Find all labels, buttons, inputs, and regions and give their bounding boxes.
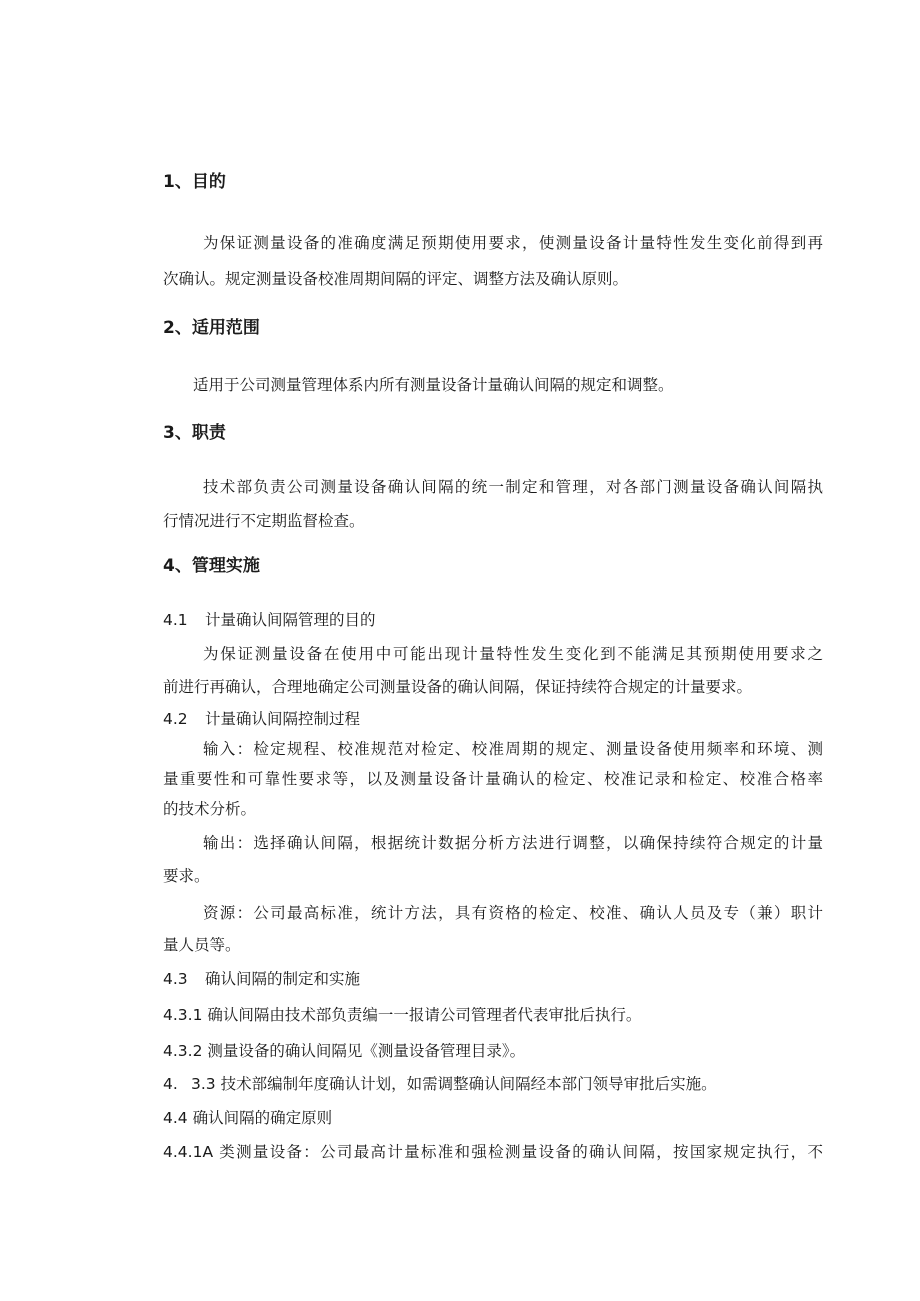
section-2-para-line1: 适用于公司测量管理体系内所有测量设备计量确认间隔的规定和调整。: [193, 376, 674, 394]
s43-item3-text: 3.3 技术部编制年度确认计划，如需调整确认间隔经本部门领导审批后实施。: [191, 1075, 717, 1093]
s43-item1: 4.3.1 确认间隔由技术部负责编一一报请公司管理者代表审批后执行。: [163, 1006, 642, 1024]
s42-output-line1: 输出：选择确认间隔，根据统计数据分析方法进行调整，以确保持续符合规定的计量: [203, 834, 823, 852]
s43-item3: [163, 1073, 717, 1095]
section-3-para-line1: 技术部负责公司测量设备确认间隔的统一制定和管理，对各部门测量设备确认间隔执: [203, 478, 823, 496]
subsection-number: 4.2: [163, 710, 188, 728]
subsection-number: 4.3: [163, 970, 188, 988]
subsection-title: 计量确认间隔控制过程: [205, 710, 361, 728]
s43-item2: 4.3.2 测量设备的确认间隔见《测量设备管理目录》。: [163, 1042, 526, 1060]
section-3-para-line2: 行情况进行不定期监督检查。: [163, 512, 365, 530]
s44-item1: 4.4.1A 类测量设备：公司最高计量标准和强检测量设备的确认间隔，按国家规定执行，不: [163, 1143, 823, 1161]
section-4-heading: 4、管理实施: [163, 556, 260, 576]
subsection-4-1-heading: [163, 609, 376, 631]
section-1-heading: 1、目的: [163, 172, 226, 192]
s41-line2: 前进行再确认，合理地确定公司测量设备的确认间隔，保证持续符合规定的计量要求。: [163, 678, 753, 696]
s42-resource-line2: 量人员等。: [163, 936, 241, 954]
section-1-para-line2: 次确认。规定测量设备校准周期间隔的评定、调整方法及确认原则。: [163, 270, 629, 288]
s43-item3-prefix: 4.: [163, 1075, 178, 1093]
section-3-heading: 3、职责: [163, 423, 226, 443]
subsection-4-2-heading: [163, 708, 360, 730]
subsection-number: 4.1: [163, 611, 188, 629]
subsection-4-3-heading: [163, 968, 360, 990]
subsection-4-4-heading: 4.4 确认间隔的确定原则: [163, 1109, 333, 1127]
s42-input-line2: 量重要性和可靠性要求等，以及测量设备计量确认的检定、校准记录和检定、校准合格率: [163, 770, 823, 788]
s42-input-line3: 的技术分析。: [163, 800, 257, 818]
s42-resource-line1: 资源：公司最高标准，统计方法，具有资格的检定、校准、确认人员及专（兼）职计: [203, 904, 823, 922]
section-2-heading: 2、适用范围: [163, 318, 260, 338]
subsection-title: 确认间隔的制定和实施: [205, 970, 361, 988]
subsection-title: 计量确认间隔管理的目的: [205, 611, 376, 629]
s42-input-line1: 输入：检定规程、校准规范对检定、校准周期的规定、测量设备使用频率和环境、测: [203, 740, 823, 758]
s41-line1: 为保证测量设备在使用中可能出现计量特性发生变化到不能满足其预期使用要求之: [203, 645, 823, 663]
section-1-para-line1: 为保证测量设备的准确度满足预期使用要求，使测量设备计量特性发生变化前得到再: [203, 234, 823, 252]
s42-output-line2: 要求。: [163, 867, 210, 885]
